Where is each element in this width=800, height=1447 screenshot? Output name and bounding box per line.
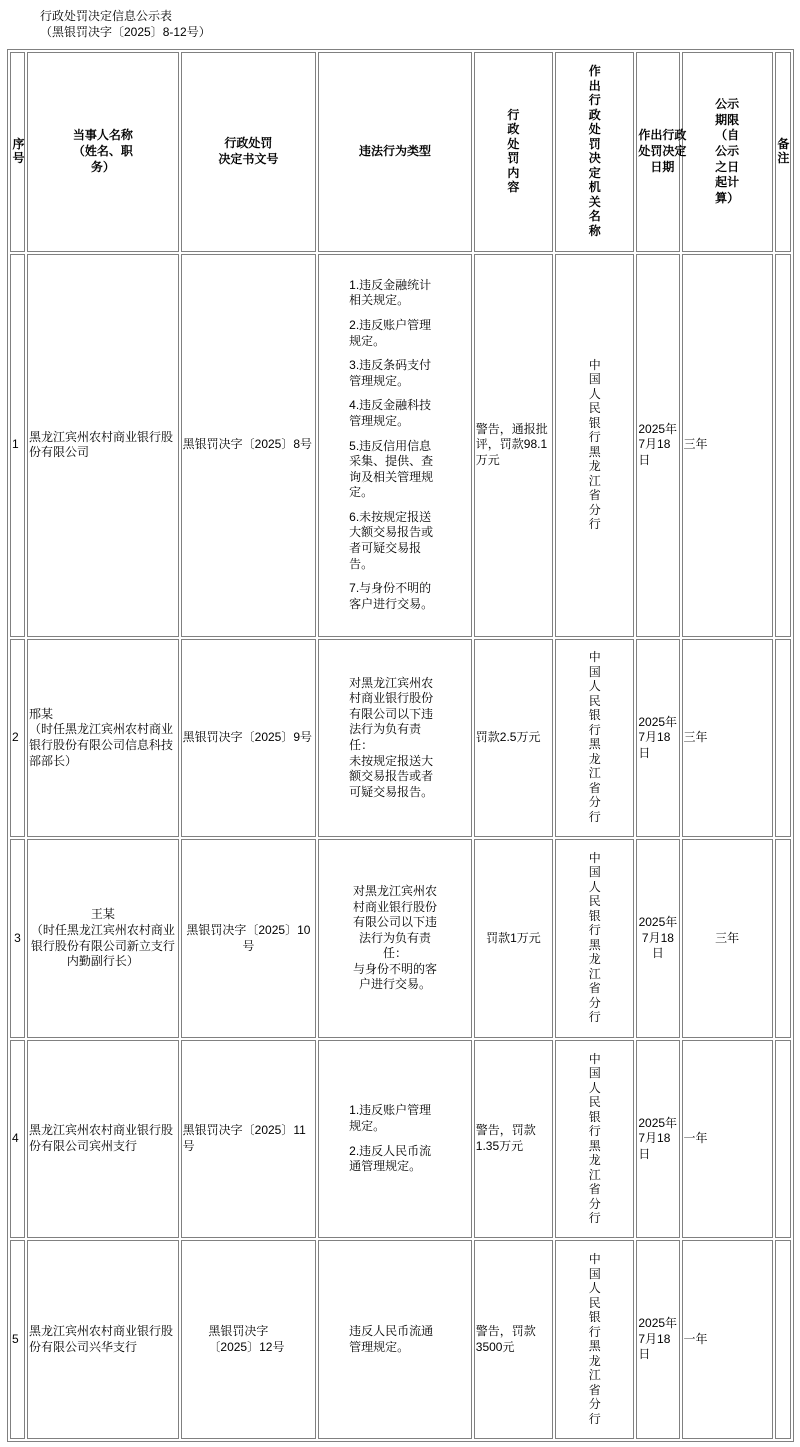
col-header-authority: 作出行政处罚决定机关名称 [555,52,634,252]
cell-period: 三年 [682,639,773,838]
cell-violations: 对黑龙江宾州农村商业银行股份有限公司以下违法行为负有责任： 与身份不明的客户进行交易。 [318,839,472,1038]
document-header [40,8,211,40]
cell-doc-no: 黑银罚决字〔2025〕12号 [181,1240,317,1439]
cell-party: 黑龙江宾州农村商业银行股份有限公司兴华支行 [27,1240,179,1439]
cell-remark [775,1240,791,1439]
cell-period: 三年 [682,839,773,1038]
cell-doc-no: 黑银罚决字〔2025〕10号 [181,839,317,1038]
col-header-doc-no: 行政处罚 决定书文号 [181,52,317,252]
cell-party: 邢某 （时任黑龙江宾州农村商业银行股份有限公司信息科技部部长） [27,639,179,838]
cell-content: 罚款1万元 [474,839,553,1038]
cell-party: 黑龙江宾州农村商业银行股份有限公司 [27,254,179,637]
cell-violations [318,254,472,637]
cell-authority: 中国人民银行黑龙江省分行 [555,839,634,1038]
cell-authority: 中国人民银行黑龙江省分行 [555,254,634,637]
cell-content: 罚款2.5万元 [474,639,553,838]
cell-date: 2025年7月18日 [636,639,679,838]
cell-date: 2025年7月18日 [636,1240,679,1439]
cell-period: 一年 [682,1240,773,1439]
cell-period: 一年 [682,1040,773,1239]
col-header-seq: 序号 [10,52,25,252]
cell-doc-no: 黑银罚决字〔2025〕8号 [181,254,317,637]
cell-period: 三年 [682,254,773,637]
violation-item: 7.与身份不明的客户进行交易。 [349,581,434,611]
violation-item: 1.违反账户管理规定。 [349,1103,432,1133]
col-header-date: 作出行政处罚决定日期 [636,52,679,252]
violation-item: 3.违反条码支付管理规定。 [349,358,432,388]
cell-seq: 2 [10,639,25,838]
col-header-remark: 备注 [775,52,791,252]
violation-item: 1.违反金融统计相关规定。 [349,277,432,308]
table-row [10,1240,791,1439]
violation-item: 6.未按规定报送大额交易报告或者可疑交易报告。 [349,509,434,571]
cell-remark [775,639,791,838]
cell-party: 黑龙江宾州农村商业银行股份有限公司宾州支行 [27,1040,179,1239]
cell-content: 警告，罚款1.35万元 [474,1040,553,1239]
cell-violations: 违反人民币流通管理规定。 [318,1240,472,1439]
cell-violations: 对黑龙江宾州农村商业银行股份有限公司以下违法行为负有责任： 未按规定报送大额交易报告或者可疑交易报告。 [318,639,472,838]
header-row [10,52,791,252]
table-row [10,639,791,838]
table-row [10,1040,791,1239]
col-header-period: 公示期限（自公示之日起计算） [682,52,773,252]
cell-remark [775,1040,791,1239]
cell-authority: 中国人民银行黑龙江省分行 [555,639,634,838]
cell-date: 2025年7月18日 [636,839,679,1038]
table-row [10,839,791,1038]
cell-violations [318,1040,472,1239]
cell-remark [775,839,791,1038]
violation-item: 5.违反信用信息采集、提供、查询及相关管理规定。 [349,438,434,500]
cell-seq: 3 [10,839,25,1038]
document-title: 行政处罚决定信息公示表 [40,9,173,23]
document-subtitle: （黑银罚决字〔2025〕8-12号） [40,25,211,39]
cell-authority: 中国人民银行黑龙江省分行 [555,1240,634,1439]
violation-item: 2.违反账户管理规定。 [349,317,432,348]
violation-item: 4.违反金融科技管理规定。 [349,398,432,428]
cell-date: 2025年7月18日 [636,254,679,637]
col-header-violation: 违法行为类型 [318,52,472,252]
penalty-table [7,49,794,1442]
col-header-content: 行政处罚内容 [474,52,553,252]
cell-doc-no: 黑银罚决字〔2025〕9号 [181,639,317,838]
cell-authority: 中国人民银行黑龙江省分行 [555,1040,634,1239]
cell-doc-no: 黑银罚决字〔2025〕11号 [181,1040,317,1239]
col-header-party: 当事人名称 （姓名、职 务） [27,52,179,252]
cell-remark [775,254,791,637]
cell-seq: 1 [10,254,25,637]
table-row [10,254,791,637]
violation-item: 2.违反人民币流通管理规定。 [349,1143,432,1174]
cell-date: 2025年7月18日 [636,1040,679,1239]
cell-content: 警告，通报批评，罚款98.1万元 [474,254,553,637]
cell-seq: 4 [10,1040,25,1239]
cell-seq: 5 [10,1240,25,1439]
cell-party: 王某 （时任黑龙江宾州农村商业银行股份有限公司新立支行内勤副行长） [27,839,179,1038]
cell-content: 警告，罚款3500元 [474,1240,553,1439]
